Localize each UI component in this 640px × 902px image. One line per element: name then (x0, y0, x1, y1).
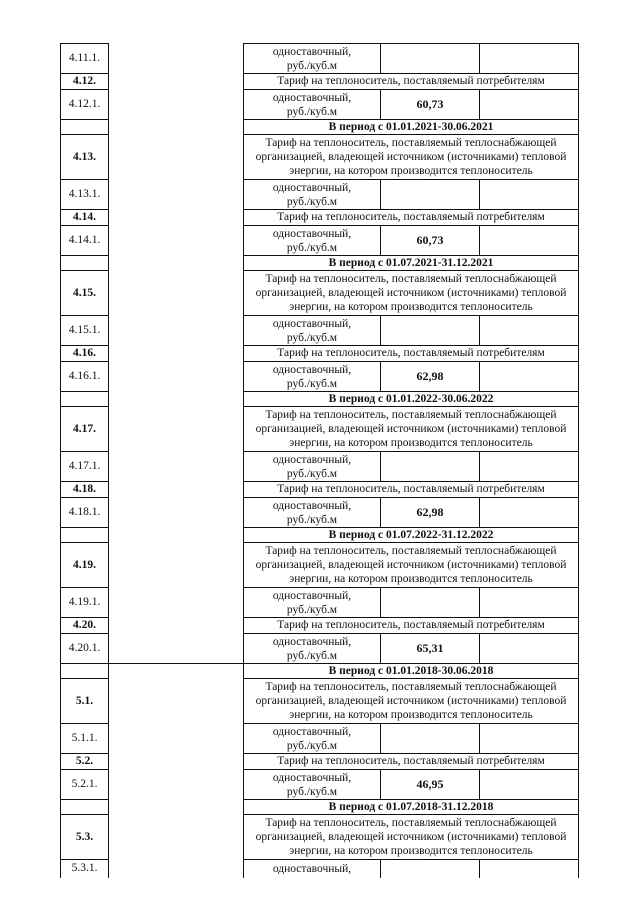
num-col-left-border (60, 391, 61, 407)
main-right-border (578, 73, 579, 90)
row-number: 4.16.1. (68, 370, 101, 382)
main-left-border (243, 723, 244, 754)
num-col-right-border (108, 723, 109, 754)
tariff-heading-long-line-3: энергии, на котором производится теплоноситель (289, 708, 533, 721)
tariff-heading-long-line-1: Тариф на теплоноситель, поставляемый теплоснабжающей (265, 544, 557, 557)
row-number: 4.14.1. (68, 234, 101, 246)
main-right-border (578, 497, 579, 528)
col-divider (479, 43, 480, 74)
row-number (61, 255, 108, 270)
empty-cell (480, 179, 578, 209)
tariff-heading-long (244, 678, 578, 723)
col-divider (479, 723, 480, 754)
row-number: 5.1.1. (71, 732, 98, 744)
num-col-right-border (108, 179, 109, 210)
tariff-value: 62,98 (416, 505, 444, 519)
tariff-value: 60,73 (416, 97, 444, 111)
tariff-heading-long-line-1: Тариф на теплоноситель, поставляемый теплоснабжающей (265, 680, 557, 693)
tariff-value (381, 723, 479, 753)
num-col-right-border (108, 209, 109, 226)
tariff-heading-long-line-3: энергии, на котором производится теплоноситель (289, 844, 533, 857)
num-col-left-border (60, 617, 61, 634)
tariff-value (381, 315, 479, 345)
num-col-right-border (108, 753, 109, 770)
main-left-border (243, 451, 244, 482)
unit-cell (244, 497, 380, 527)
tariff-heading: Тариф на теплоноситель, поставляемый потребителям (277, 75, 545, 87)
empty-cell (480, 497, 578, 527)
num-col-right-border (108, 617, 109, 634)
num-col-left-border (60, 119, 61, 135)
row-number: 5.2.1. (71, 778, 98, 790)
tariff-heading-long (244, 270, 578, 315)
unit-cell-line-2: руб./куб.м (286, 242, 338, 254)
row-number: 5.3. (75, 830, 94, 843)
num-col-left-border (60, 43, 61, 74)
tariff-heading-long-line-3: энергии, на котором производится теплоноситель (289, 436, 533, 449)
unit-cell (244, 89, 380, 119)
num-col-right-border (108, 43, 109, 74)
main-left-border (243, 345, 244, 362)
num-col-right-border (108, 134, 109, 180)
main-left-border (243, 542, 244, 588)
empty-cell (480, 859, 578, 877)
num-col-right-border (108, 225, 109, 256)
col-divider (479, 451, 480, 482)
col-divider (380, 769, 381, 800)
tariff-heading: Тариф на теплоноситель, поставляемый потребителям (277, 755, 545, 767)
col-divider (380, 587, 381, 618)
main-left-border (243, 391, 244, 407)
num-col-left-border (60, 799, 61, 815)
unit-cell-line-1: одноставочный, (272, 636, 352, 648)
tariff-value (381, 179, 479, 209)
main-right-border (578, 406, 579, 452)
main-right-border (578, 587, 579, 618)
num-col-left-border (60, 361, 61, 392)
num-col-left-border (60, 633, 61, 664)
tariff-heading-long (244, 134, 578, 179)
num-col-right-border (108, 345, 109, 362)
unit-cell-line-1: одноставочный, (272, 772, 352, 784)
tariff-heading-long-line-2: организацией, владеющей источником (источниками) тепловой (255, 286, 567, 299)
tariff-value: 60,73 (416, 233, 444, 247)
num-col-right-border (108, 799, 109, 815)
tariff-heading-long-line-1: Тариф на теплоноситель, поставляемый теплоснабжающей (265, 408, 557, 421)
unit-cell-line-1: одноставочный, (272, 182, 352, 194)
tariff-heading-long (244, 406, 578, 451)
col-divider (479, 497, 480, 528)
col-divider (479, 89, 480, 120)
empty-cell (480, 587, 578, 617)
row-number: 4.20. (73, 619, 96, 631)
main-left-border (243, 527, 244, 543)
row-number: 4.18. (73, 483, 96, 495)
num-col-right-border (108, 89, 109, 120)
unit-cell-line-1: одноставочный, (272, 726, 352, 738)
tariff-heading: Тариф на теплоноситель, поставляемый потребителям (277, 211, 545, 223)
num-col-left-border (60, 587, 61, 618)
tariff-value: 62,98 (416, 369, 444, 383)
num-col-left-border (60, 209, 61, 226)
row-number: 4.18.1. (68, 506, 101, 518)
num-col-left-border (60, 406, 61, 452)
main-right-border (578, 209, 579, 226)
main-right-border (578, 361, 579, 392)
unit-cell-line-2: руб./куб.м (286, 60, 338, 72)
num-col-right-border (108, 406, 109, 452)
num-col-left-border (60, 89, 61, 120)
unit-cell (244, 859, 380, 877)
num-col-left-border (60, 73, 61, 90)
num-col-left-border (60, 179, 61, 210)
col-divider (380, 497, 381, 528)
empty-cell (480, 89, 578, 119)
main-left-border (243, 209, 244, 226)
tariff-heading-long-line-3: энергии, на котором производится теплоноситель (289, 300, 533, 313)
unit-cell (244, 315, 380, 345)
main-right-border (578, 753, 579, 770)
col-divider (479, 361, 480, 392)
col-divider (380, 89, 381, 120)
row-number: 4.12.1. (68, 98, 101, 110)
main-right-border (578, 633, 579, 664)
main-right-border (578, 391, 579, 407)
tariff-value (381, 43, 479, 73)
unit-cell-line-1: одноставочный, (272, 92, 352, 104)
empty-cell (480, 769, 578, 799)
main-left-border (243, 753, 244, 770)
num-col-left-border (60, 255, 61, 271)
main-left-border (243, 814, 244, 860)
tariff-value: 46,95 (416, 777, 444, 791)
row-number: 4.17.1. (68, 460, 101, 472)
unit-cell-line-2: руб./куб.м (286, 378, 338, 390)
empty-cell (480, 451, 578, 481)
row-number: 4.15. (73, 286, 96, 299)
empty-cell (480, 225, 578, 255)
num-col-left-border (60, 769, 61, 800)
main-right-border (578, 225, 579, 256)
num-col-right-border (108, 542, 109, 588)
unit-cell (244, 361, 380, 391)
tariff-heading-long-line-2: организацией, владеющей источником (источниками) тепловой (255, 422, 567, 435)
row-number: 5.2. (75, 755, 94, 767)
empty-cell (480, 633, 578, 663)
unit-cell-line-2: руб./куб.м (286, 106, 338, 118)
num-col-left-border (60, 527, 61, 543)
tariff-heading: Тариф на теплоноситель, поставляемый потребителям (277, 347, 545, 359)
main-left-border (243, 859, 244, 878)
main-left-border (243, 497, 244, 528)
main-left-border (243, 315, 244, 346)
unit-cell (244, 769, 380, 799)
unit-cell-line-1: одноставочный, (272, 318, 352, 330)
num-col-right-border (108, 678, 109, 724)
period-heading: В период с 01.07.2022-31.12.2022 (328, 528, 494, 541)
row-number (61, 799, 108, 814)
col-divider (479, 179, 480, 210)
main-left-border (243, 270, 244, 316)
num-col-right-border (108, 497, 109, 528)
main-right-border (578, 43, 579, 74)
main-left-border (243, 119, 244, 135)
row-number: 4.15.1. (68, 324, 101, 336)
num-col-right-border (108, 451, 109, 482)
unit-cell (244, 225, 380, 255)
num-col-right-border (108, 73, 109, 90)
num-col-left-border (60, 678, 61, 724)
col-divider (380, 859, 381, 878)
unit-cell-line-1: одноставочный, (272, 590, 352, 602)
unit-cell (244, 43, 380, 73)
main-right-border (578, 179, 579, 210)
unit-cell-line-1: одноставочный, (272, 364, 352, 376)
num-col-left-border (60, 723, 61, 754)
tariff-value: 65,31 (416, 641, 444, 655)
main-right-border (578, 134, 579, 180)
unit-cell-line-2: руб./куб.м (286, 604, 338, 616)
empty-cell (480, 361, 578, 391)
row-number: 4.16. (73, 347, 96, 359)
col-divider (479, 225, 480, 256)
col-divider (380, 361, 381, 392)
main-right-border (578, 255, 579, 271)
num-col-right-border (108, 769, 109, 800)
empty-cell (480, 43, 578, 73)
main-left-border (243, 225, 244, 256)
col-divider (380, 43, 381, 74)
main-right-border (578, 769, 579, 800)
num-col-left-border (60, 315, 61, 346)
unit-cell (244, 179, 380, 209)
col-divider (380, 225, 381, 256)
col-divider (380, 315, 381, 346)
row-number (61, 527, 108, 542)
num-col-left-border (60, 481, 61, 498)
main-left-border (243, 255, 244, 271)
unit-cell-line-1: одноставочный, (272, 46, 352, 58)
unit-cell-line-2: руб./куб.м (286, 332, 338, 344)
tariff-heading-long-line-1: Тариф на теплоноситель, поставляемый теплоснабжающей (265, 136, 557, 149)
period-heading: В период с 01.01.2022-30.06.2022 (328, 392, 494, 405)
empty-cell (480, 315, 578, 345)
period-heading: В период с 01.07.2021-31.12.2021 (328, 256, 494, 269)
tariff-heading-long-line-3: энергии, на котором производится теплоноситель (289, 572, 533, 585)
row-number (61, 391, 108, 406)
num-col-right-border (108, 481, 109, 498)
num-col-right-border (108, 587, 109, 618)
unit-cell (244, 451, 380, 481)
row-number: 4.13. (73, 150, 96, 163)
unit-cell-line-1: одноставочный, (272, 454, 352, 466)
main-right-border (578, 315, 579, 346)
tariff-heading-long-line-2: организацией, владеющей источником (источниками) тепловой (255, 830, 567, 843)
unit-cell (244, 723, 380, 753)
main-right-border (578, 678, 579, 724)
main-right-border (578, 89, 579, 120)
col-divider (479, 859, 480, 878)
row-number: 4.19.1. (68, 596, 101, 608)
num-col-left-border (60, 451, 61, 482)
main-right-border (578, 119, 579, 135)
main-right-border (578, 814, 579, 860)
num-col-right-border (108, 270, 109, 316)
unit-cell-line-1: одноставочный, (272, 863, 352, 875)
main-left-border (243, 43, 244, 74)
num-col-left-border (60, 542, 61, 588)
main-right-border (578, 345, 579, 362)
main-left-border (243, 799, 244, 815)
tariff-heading: Тариф на теплоноситель, поставляемый потребителям (277, 619, 545, 631)
row-number (61, 119, 108, 134)
num-col-right-border (108, 859, 109, 878)
num-col-left-border (60, 753, 61, 770)
main-left-border (243, 134, 244, 180)
unit-cell-line-1: одноставочный, (272, 228, 352, 240)
main-left-border (243, 663, 244, 679)
num-col-right-border (108, 315, 109, 346)
empty-cell (480, 723, 578, 753)
tariff-heading-long-line-3: энергии, на котором производится теплоноситель (289, 164, 533, 177)
row-number: 4.13.1. (68, 188, 101, 200)
period-heading: В период с 01.01.2021-30.06.2021 (328, 120, 494, 133)
unit-cell-line-2: руб./куб.м (286, 650, 338, 662)
tariff-value (381, 859, 479, 877)
main-left-border (243, 587, 244, 618)
tariff-heading-long-line-2: организацией, владеющей источником (источниками) тепловой (255, 150, 567, 163)
num-col-left-border (60, 497, 61, 528)
num-col-left-border (60, 663, 61, 679)
tariff-heading-long-line-1: Тариф на теплоноситель, поставляемый теплоснабжающей (265, 272, 557, 285)
unit-cell-line-2: руб./куб.м (286, 786, 338, 798)
col-divider (380, 723, 381, 754)
num-col-right-border (108, 814, 109, 860)
col-divider (479, 315, 480, 346)
num-col-right-border (108, 663, 109, 679)
main-left-border (243, 73, 244, 90)
unit-cell-line-2: руб./куб.м (286, 514, 338, 526)
col-divider (479, 587, 480, 618)
num-col-right-border (108, 119, 109, 135)
tariff-value (381, 451, 479, 481)
tariff-heading: Тариф на теплоноситель, поставляемый потребителям (277, 483, 545, 495)
row-number: 4.17. (73, 422, 96, 435)
unit-cell-line-2: руб./куб.м (286, 468, 338, 480)
num-col-left-border (60, 859, 61, 878)
main-left-border (243, 361, 244, 392)
unit-cell (244, 633, 380, 663)
main-left-border (243, 89, 244, 120)
period-heading: В период с 01.07.2018-31.12.2018 (328, 800, 494, 813)
row-number: 4.19. (73, 558, 96, 571)
main-right-border (578, 859, 579, 878)
row-number: 4.20.1. (68, 642, 101, 654)
num-col-left-border (60, 814, 61, 860)
col-divider (479, 769, 480, 800)
num-col-right-border (108, 361, 109, 392)
num-col-right-border (108, 391, 109, 407)
row-number: 4.14. (73, 211, 96, 223)
main-right-border (578, 270, 579, 316)
tariff-heading-long (244, 814, 578, 859)
main-right-border (578, 723, 579, 754)
num-col-left-border (60, 134, 61, 180)
col-divider (479, 633, 480, 664)
main-right-border (578, 527, 579, 543)
num-col-left-border (60, 345, 61, 362)
scan-gutter-line (108, 663, 243, 664)
row-number: 4.12. (73, 75, 96, 87)
main-right-border (578, 617, 579, 634)
main-left-border (243, 179, 244, 210)
tariff-heading-long-line-2: организацией, владеющей источником (источниками) тепловой (255, 694, 567, 707)
unit-cell (244, 587, 380, 617)
main-left-border (243, 769, 244, 800)
main-right-border (578, 663, 579, 679)
tariff-heading-long-line-1: Тариф на теплоноситель, поставляемый теплоснабжающей (265, 816, 557, 829)
num-col-left-border (60, 225, 61, 256)
main-left-border (243, 406, 244, 452)
num-col-left-border (60, 270, 61, 316)
main-right-border (578, 542, 579, 588)
main-left-border (243, 481, 244, 498)
main-right-border (578, 481, 579, 498)
row-number: 4.11.1. (68, 52, 101, 64)
col-divider (380, 633, 381, 664)
unit-cell-line-1: одноставочный, (272, 500, 352, 512)
main-left-border (243, 678, 244, 724)
row-number: 5.3.1. (71, 862, 98, 874)
main-right-border (578, 451, 579, 482)
main-left-border (243, 617, 244, 634)
unit-cell-line-2: руб./куб.м (286, 740, 338, 752)
period-heading: В период с 01.01.2018-30.06.2018 (328, 664, 494, 677)
row-number (61, 663, 108, 678)
num-col-right-border (108, 633, 109, 664)
col-divider (380, 179, 381, 210)
col-divider (380, 451, 381, 482)
num-col-right-border (108, 527, 109, 543)
num-col-right-border (108, 255, 109, 271)
tariff-heading-long-line-2: организацией, владеющей источником (источниками) тепловой (255, 558, 567, 571)
main-right-border (578, 799, 579, 815)
main-left-border (243, 633, 244, 664)
unit-cell-line-2: руб./куб.м (286, 196, 338, 208)
tariff-heading-long (244, 542, 578, 587)
tariff-value (381, 587, 479, 617)
row-number: 5.1. (75, 694, 94, 707)
